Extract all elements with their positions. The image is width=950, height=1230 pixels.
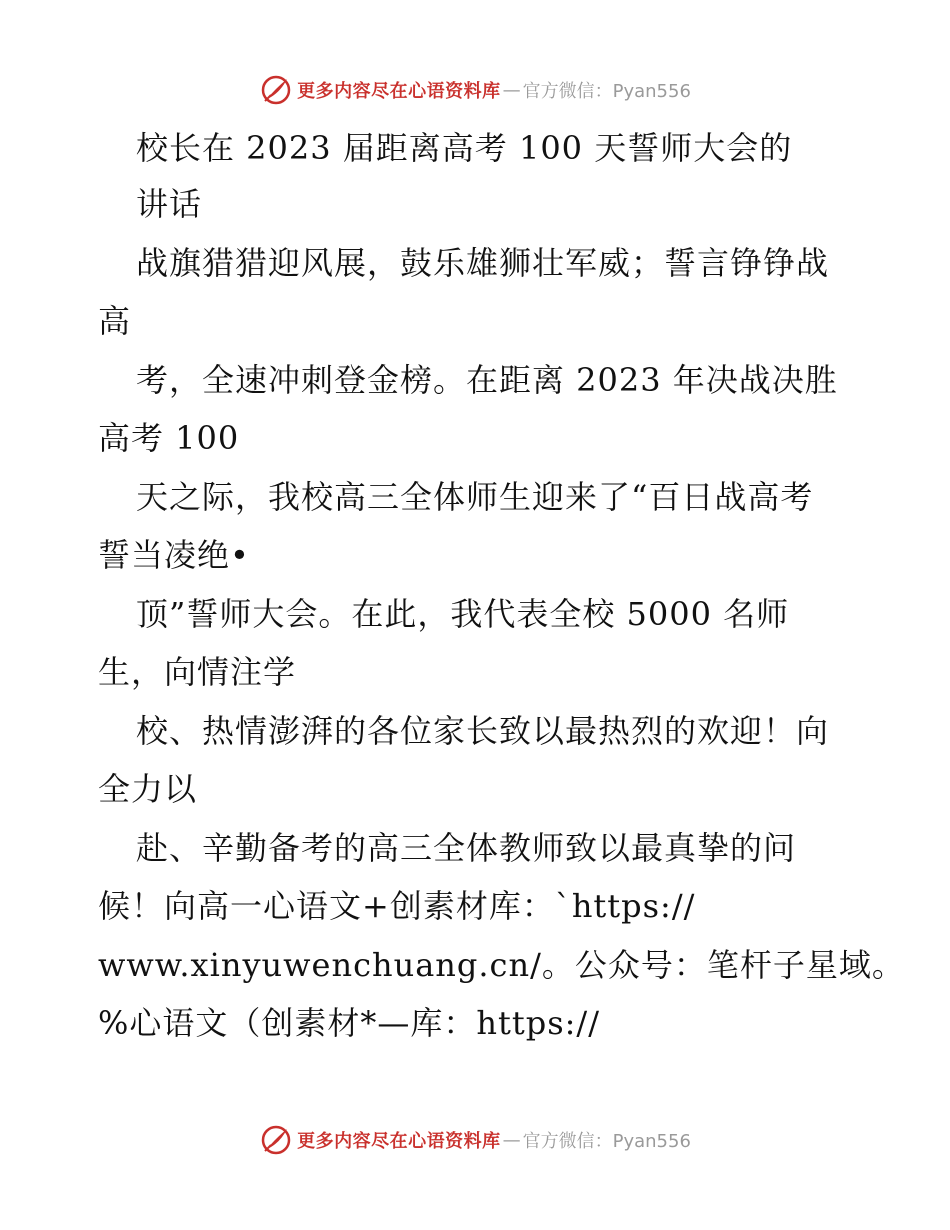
body-line: %心语文（创素材*—库：https:// [98,1004,600,1042]
body-line: 天之际，我校高三全体师生迎来了“百日战高考 [136,478,814,516]
banner-brand-text: 更多内容尽在心语资料库 [297,81,501,102]
body-line: 高考 100 [98,419,240,457]
banner-wechat-text: 官方微信：Pyan556 [522,81,691,102]
footer-banner [0,1120,950,1160]
quill-logo-icon [259,1123,293,1157]
body-line: 校长在 2023 届距离高考 100 天誓师大会的 [136,129,793,167]
body-line: 考，全速冲刺登金榜。在距离 2023 年决战决胜 [136,361,838,399]
body-line: 赴、辛勤备考的高三全体教师致以最真挚的问 [136,829,797,867]
banner-separator: — [502,79,521,101]
banner-brand-text: 更多内容尽在心语资料库 [297,1131,501,1152]
body-line: 候！向高一心语文+创素材库：`https:// [98,887,696,925]
body-line: 誓当凌绝• [98,536,250,574]
quill-logo-icon [259,73,293,107]
body-line: 战旗猎猎迎风展，鼓乐雄狮壮军威；誓言铮铮战 [136,244,830,282]
body-line: 校、热情澎湃的各位家长致以最热烈的欢迎！向 [136,712,830,750]
body-line: 全力以 [98,770,198,808]
body-line: 生，向情注学 [98,653,297,691]
banner-separator: — [502,1129,521,1151]
banner-wechat-text: 官方微信：Pyan556 [522,1131,691,1152]
header-banner [0,70,950,110]
body-line: www.xinyuwenchuang.cn/。公众号：笔杆子星域。 [98,946,905,984]
body-line: 高 [98,302,132,340]
body-line: 讲话 [136,185,203,223]
body-line: 顶”誓师大会。在此，我代表全校 5000 名师 [136,595,790,633]
